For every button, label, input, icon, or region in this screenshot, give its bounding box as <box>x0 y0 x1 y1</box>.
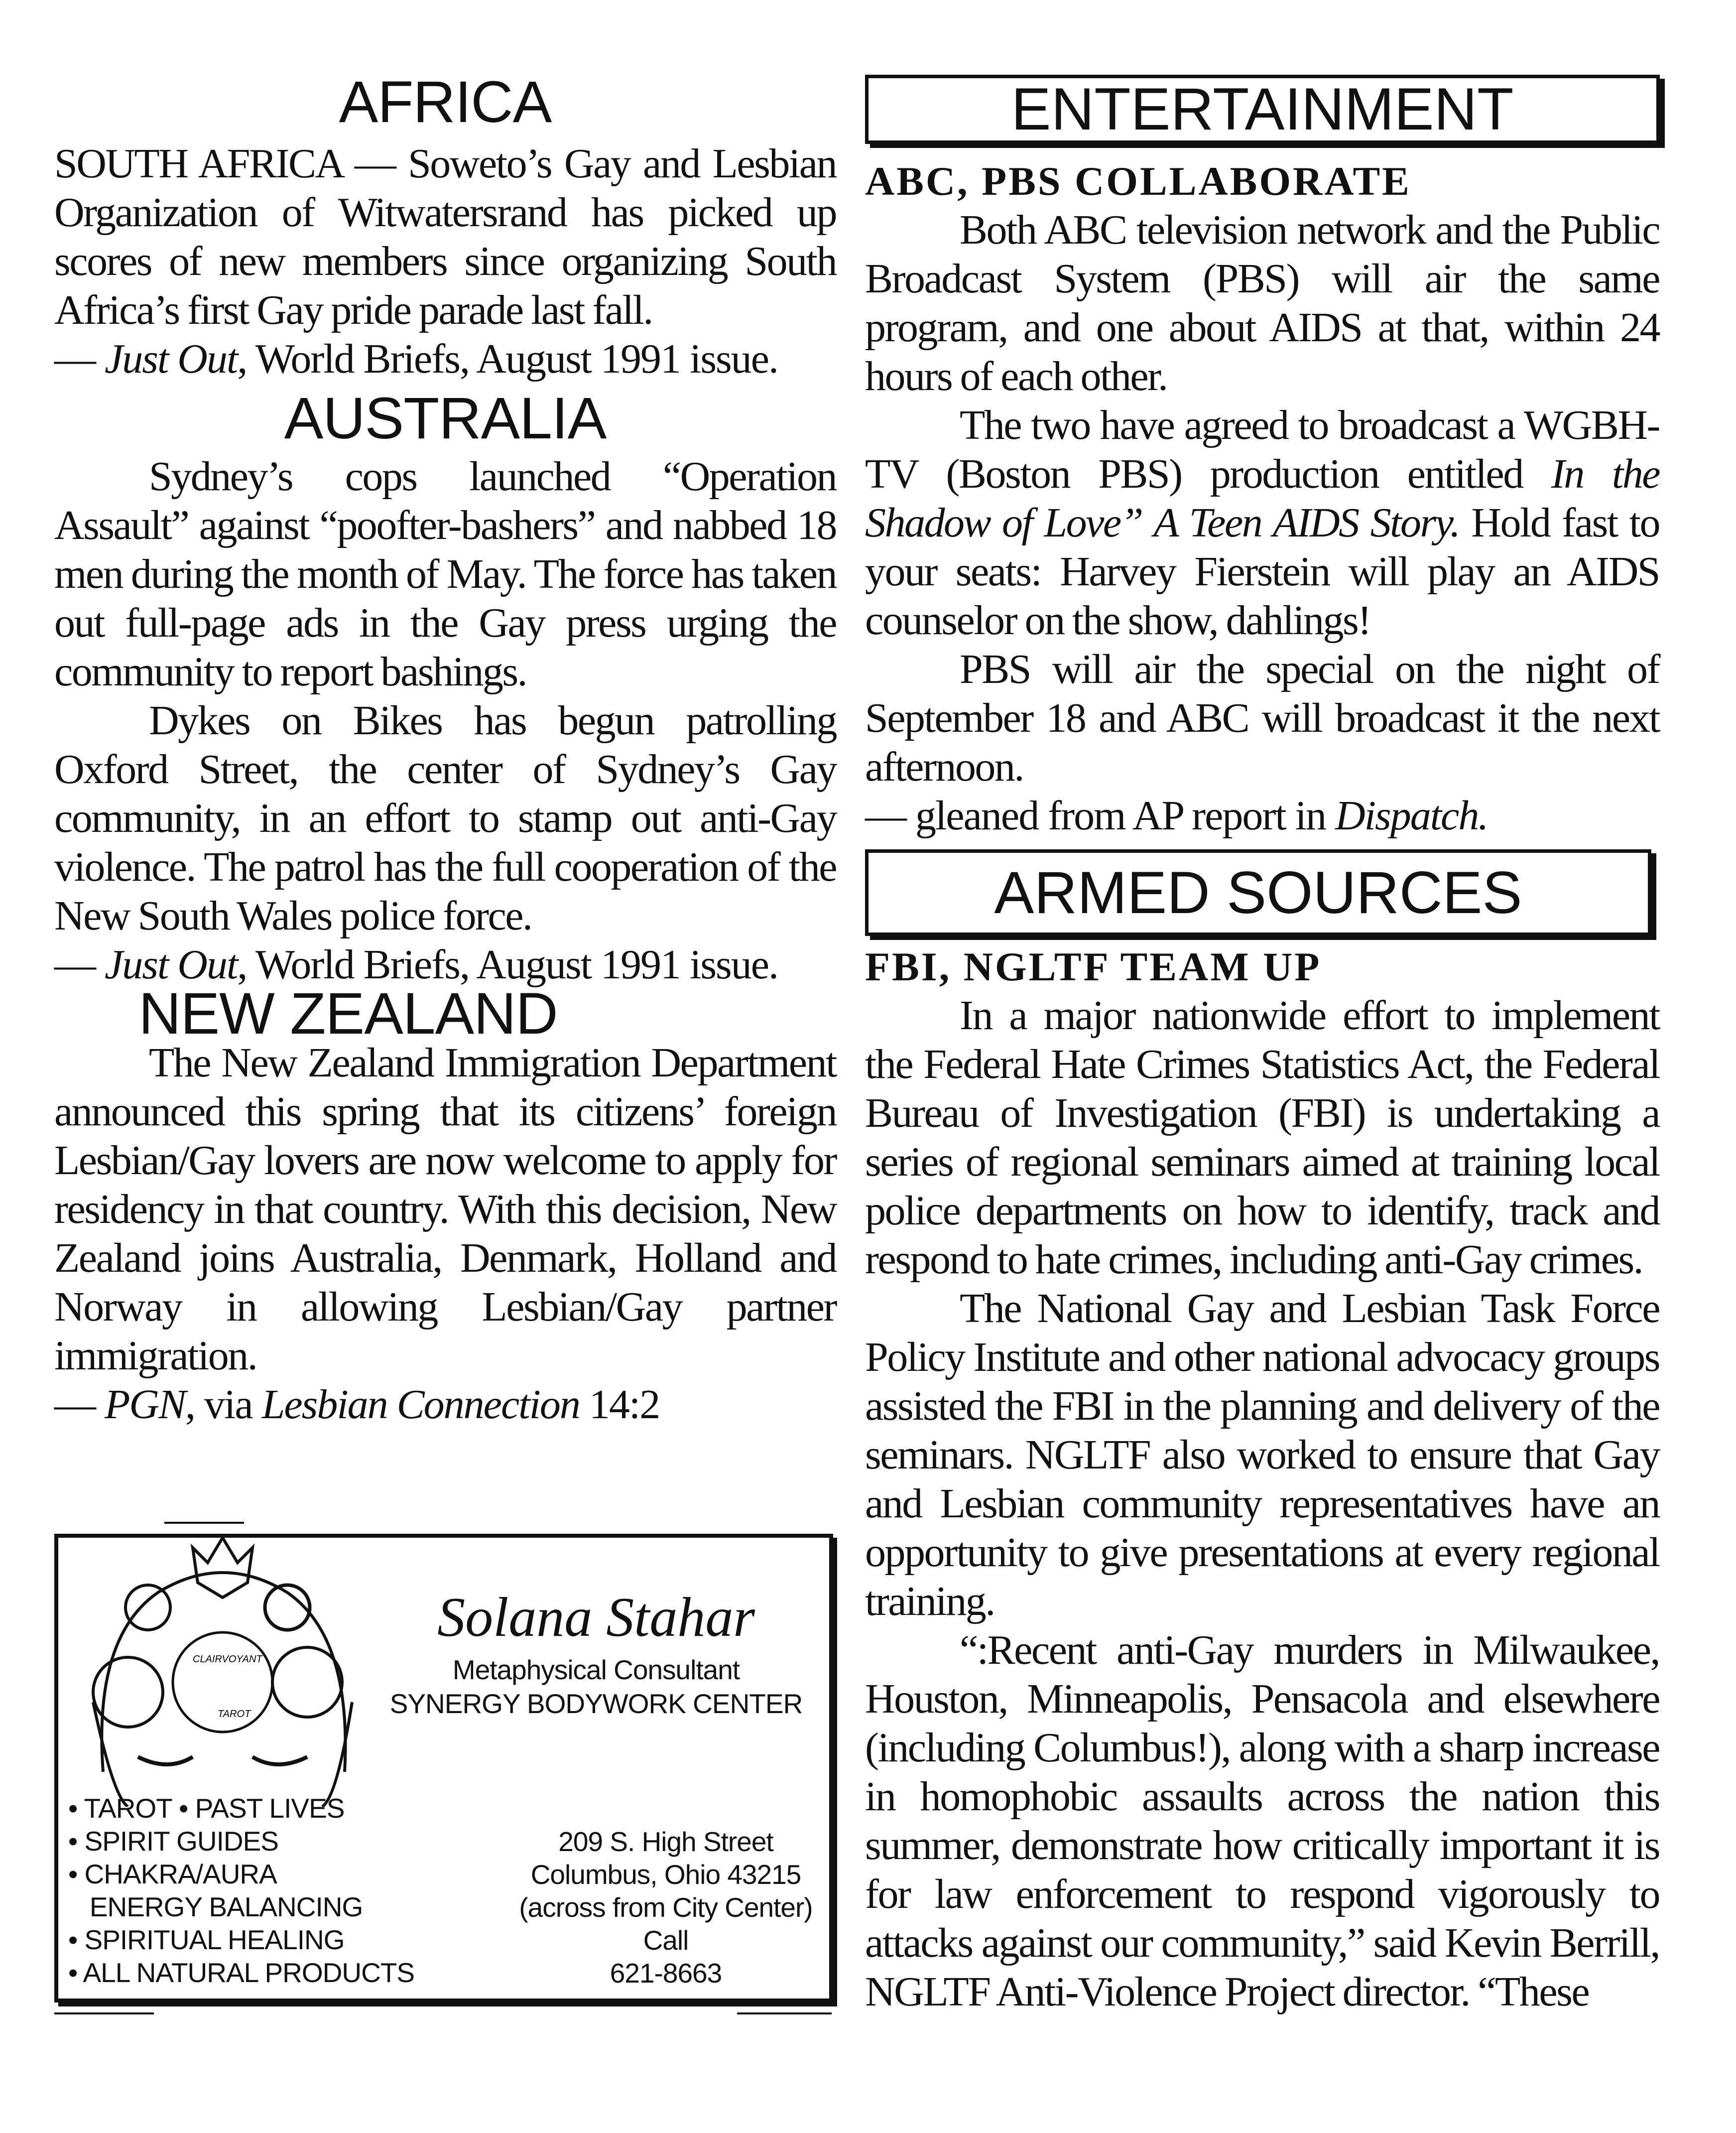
advertisement-solana-stahar <box>54 1534 833 2002</box>
armed-sources-paragraph-1: In a major nationwide effort to implement the Federal Hate Crimes Statistics Act, the Federal Bureau of Investigation (FBI) is undertaking a series of regional seminars aimed at training local police departments on how to identify, track and respond to hate crimes, including anti-Gay crimes. <box>865 992 1659 1283</box>
article-headline: ABC, PBS COLLABORATE <box>865 158 1411 204</box>
ad-address-line: 209 S. High Street <box>558 1826 773 1857</box>
source-publication: Just Out <box>105 336 238 382</box>
australia-paragraph-1: Sydney’s cops launched “Operation Assault” against “poofter-bashers” and nabbed 18 men during the month of May. The force has taken out full-page ads in the Gay press urging the community to report bashings. <box>54 453 836 695</box>
source-details: 14:2 <box>579 1381 660 1428</box>
entertainment-paragraph-1: Both ABC television network and the Public Broadcast System (PBS) will air the same program, and one about AIDS at that, within 24 hours of each other. <box>865 207 1659 400</box>
source-publication: PGN <box>105 1381 185 1428</box>
ad-title: Metaphysical Consultant <box>452 1654 740 1685</box>
source-publication: Dispatch. <box>1335 793 1488 839</box>
ad-services-list <box>68 1792 414 1989</box>
divider <box>54 2012 154 2014</box>
source-text: — gleaned from AP report in <box>865 793 1336 839</box>
ad-phone: 621-8663 <box>610 1958 722 1989</box>
ad-address-line: Columbus, Ohio 43215 <box>530 1859 801 1890</box>
source-details: , World Briefs, August 1991 issue. <box>237 941 778 988</box>
section-header-entertainment: ENTERTAINMENT <box>865 75 1660 144</box>
section-header-armed-sources: ARMED SOURCES <box>865 849 1651 936</box>
source-publication-2: Lesbian Connection <box>261 1381 580 1428</box>
entertainment-paragraph-3: PBS will air the special on the night of September 18 and ABC will broadcast it the next afternoon. <box>865 646 1659 790</box>
new-zealand-heading: NEW ZEALAND <box>138 981 558 1047</box>
program-title: In the Shadow of Love” A Teen AIDS Story. <box>865 451 1660 546</box>
new-zealand-paragraph: The New Zealand Immigration Department announced this spring that its citizens’ foreign Lesbian/Gay lovers are now welcome to apply for residency in that country. With this decision, New Zealand joins Australia, Denmark, Holland and Norway in allowing Lesbian/Gay partner immigration. <box>54 1040 836 1379</box>
armed-sources-paragraph-2: The National Gay and Lesbian Task Force Policy Institute and other national advocacy groups assisted the FBI in the planning and delivery of the seminars. NGLTF also worked to ensure that Gay and Lesbian community representatives have an opportunity to give presentations at every regional training. <box>865 1285 1659 1624</box>
australia-article <box>54 452 836 989</box>
source-via: , via <box>185 1381 262 1428</box>
entertainment-paragraph-2 <box>865 401 1659 645</box>
new-zealand-article <box>54 1039 836 1429</box>
ad-address-line: (across from City Center) <box>519 1892 813 1923</box>
entertainment-source <box>865 792 1659 840</box>
ad-call-label: Call <box>643 1925 689 1956</box>
africa-article <box>54 139 836 384</box>
ad-service: • CHAKRA/AURA <box>68 1859 277 1889</box>
illustration-label-clairvoyant: CLAIRVOYANT <box>193 1654 262 1665</box>
australia-heading: AUSTRALIA <box>284 386 607 451</box>
australia-paragraph-2: Dykes on Bikes has begun patrolling Oxford Street, the center of Sydney’s Gay community, in an effort to stamp out anti-Gay violence. The patrol has the full cooperation of the New South Wales police force. <box>54 697 836 939</box>
africa-paragraph: SOUTH AFRICA — Soweto’s Gay and Lesbian Organization of Witwatersrand has picked up scores of new members since organizing South Africa’s first Gay pride parade last fall. <box>54 140 836 333</box>
source-publication: Just Out <box>105 941 238 988</box>
ad-address <box>506 1825 825 1990</box>
armed-sources-paragraph-3: “:Recent anti-Gay murders in Milwaukee, Houston, Minneapolis, Pensacola and elsewhere (including Columbus!), along with a sharp increase in homophobic assaults across the nation this summer, demonstrate how critically important it is for law enforcement to respond vigorously to attacks against our community,” said Kevin Berrill, NGLTF Anti-Violence Project director. “These <box>865 1627 1659 2015</box>
text: Hold fast to your seats: Harvey Fierstein will play an AIDS counselor on the show, dahlings! <box>865 500 1659 644</box>
ad-service: • SPIRIT GUIDES <box>68 1826 278 1857</box>
source-dash: — <box>54 1381 105 1428</box>
face-illustration-icon <box>73 1538 372 1807</box>
divider <box>737 2012 832 2014</box>
divider <box>164 1522 244 1524</box>
ad-service: • TAROT • PAST LIVES <box>68 1793 345 1824</box>
entertainment-article <box>865 157 1659 840</box>
armed-sources-article <box>865 942 1659 2016</box>
illustration-label-tarot: TAROT <box>218 1709 251 1720</box>
new-zealand-source <box>54 1380 836 1429</box>
text: The two have agreed to broadcast a WGBH-TV (Boston PBS) production entitled <box>865 402 1659 497</box>
source-dash: — <box>54 941 105 988</box>
article-headline: FBI, NGLTF TEAM UP <box>865 944 1322 989</box>
source-details: , World Briefs, August 1991 issue. <box>237 336 778 382</box>
ad-name: Solana Stahar <box>437 1587 755 1648</box>
ad-service: • SPIRITUAL HEALING <box>68 1924 345 1955</box>
africa-source <box>54 335 836 384</box>
source-dash: — <box>54 336 105 382</box>
ad-service: ENERGY BALANCING <box>68 1891 363 1922</box>
ad-service: • ALL NATURAL PRODUCTS <box>68 1957 415 1988</box>
ad-business: SYNERGY BODYWORK CENTER <box>389 1688 803 1719</box>
africa-heading: AFRICA <box>339 69 552 135</box>
